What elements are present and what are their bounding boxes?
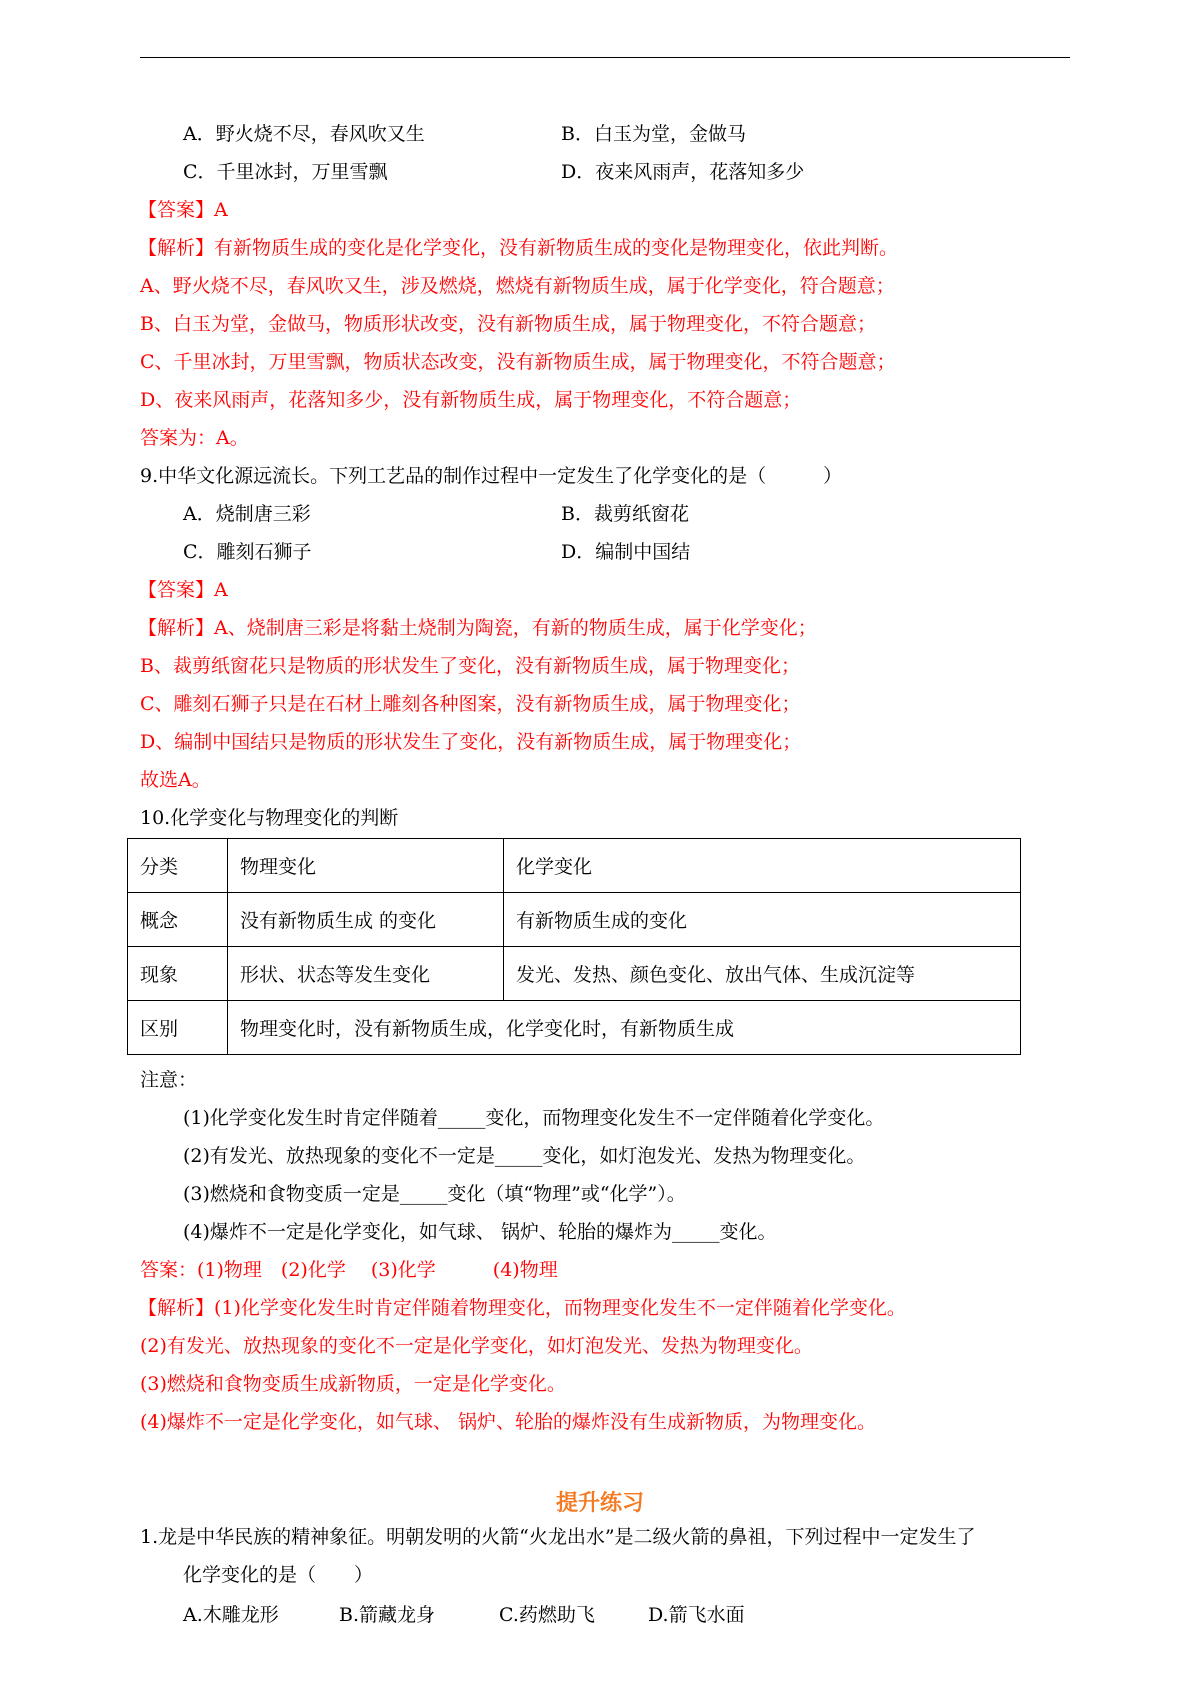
- q8-answer: 【答案】A: [138, 199, 228, 221]
- q10-answer: 答案：(1)物理 (2)化学 (3)化学 (4)物理: [140, 1259, 558, 1281]
- p1-option-d: D.箭飞水面: [648, 1604, 745, 1626]
- q9-option-d: D．编制中国结: [561, 541, 691, 563]
- q8-analysis-line: 【解析】有新物质生成的变化是化学变化，没有新物质生成的变化是物理变化，依此判断。: [138, 237, 899, 259]
- q8-analysis-line: A、野火烧不尽，春风吹又生，涉及燃烧，燃烧有新物质生成，属于化学变化，符合题意；: [140, 275, 895, 297]
- table-row: [128, 1001, 1021, 1055]
- p1-option-c: C.药燃助飞: [499, 1604, 595, 1626]
- q10-title: 10.化学变化与物理变化的判断: [140, 807, 399, 829]
- q10-analysis-line: 【解析】(1)化学变化发生时肯定伴随着物理变化，而物理变化发生不一定伴随着化学变化。: [138, 1297, 906, 1319]
- q8-analysis-line: 答案为：A。: [140, 427, 249, 449]
- table-cell: 区别: [128, 1001, 228, 1055]
- q9-option-c: C．雕刻石狮子: [183, 541, 312, 563]
- q10-analysis-line: (3)燃烧和食物变质生成新物质，一定是化学变化。: [140, 1373, 566, 1395]
- p1-stem-line1: 1.龙是中华民族的精神象征。明朝发明的火箭“火龙出水”是二级火箭的鼻祖，下列过程中一定发生了: [140, 1526, 976, 1548]
- q8-option-d: D．夜来风雨声，花落知多少: [561, 161, 805, 183]
- q9-analysis-line: B、裁剪纸窗花只是物质的形状发生了变化，没有新物质生成，属于物理变化；: [140, 655, 800, 677]
- q8-analysis-line: D、夜来风雨声，花落知多少，没有新物质生成，属于物理变化，不符合题意；: [140, 389, 802, 411]
- q8-option-b: B．白玉为堂，金做马: [561, 123, 746, 145]
- p1-option-b: B.箭藏龙身: [339, 1604, 436, 1626]
- section-heading: 提升练习: [555, 1490, 644, 1516]
- note-item: (1)化学变化发生时肯定伴随着_____变化，而物理变化发生不一定伴随着化学变化。: [183, 1107, 885, 1129]
- header-rule: [140, 57, 1070, 58]
- q9-analysis-line: 【解析】A、烧制唐三彩是将黏土烧制为陶瓷，有新的物质生成，属于化学变化；: [138, 617, 817, 639]
- q8-analysis-line: C、千里冰封，万里雪飘，物质状态改变，没有新物质生成，属于物理变化，不符合题意；: [140, 351, 896, 373]
- note-item: (4)爆炸不一定是化学变化，如气球、 锅炉、轮胎的爆炸为_____变化。: [183, 1221, 777, 1243]
- q9-analysis-line: C、雕刻石狮子只是在石材上雕刻各种图案，没有新物质生成，属于物理变化；: [140, 693, 801, 715]
- table-row: [128, 839, 1021, 893]
- q10-analysis-line: (4)爆炸不一定是化学变化，如气球、 锅炉、轮胎的爆炸没有生成新物质，为物理变化。: [140, 1411, 876, 1433]
- table-cell: 发光、发热、颜色变化、放出气体、生成沉淀等: [504, 947, 1021, 1001]
- q9-analysis-line: D、编制中国结只是物质的形状发生了变化，没有新物质生成，属于物理变化；: [140, 731, 802, 753]
- p1-stem-line2: 化学变化的是（ ）: [183, 1564, 374, 1586]
- table-cell: 物理变化: [228, 839, 504, 893]
- table-cell: 分类: [128, 839, 228, 893]
- table-cell: 有新物质生成的变化: [504, 893, 1021, 947]
- q9-analysis-line: 故选A。: [140, 769, 211, 791]
- note-item: (2)有发光、放热现象的变化不一定是_____变化，如灯泡发光、发热为物理变化。: [183, 1145, 866, 1167]
- q8-option-c: C．千里冰封，万里雪飘: [183, 161, 388, 183]
- q8-option-a: A．野火烧不尽，春风吹又生: [183, 123, 425, 145]
- table-cell: 概念: [128, 893, 228, 947]
- table-cell: 现象: [128, 947, 228, 1001]
- table-row: [128, 947, 1021, 1001]
- table-cell: 形状、状态等发生变化: [228, 947, 504, 1001]
- q9-option-b: B．裁剪纸窗花: [561, 503, 689, 525]
- q9-answer: 【答案】A: [138, 579, 228, 601]
- q8-analysis-line: B、白玉为堂，金做马，物质形状改变，没有新物质生成，属于物理变化，不符合题意；: [140, 313, 876, 335]
- q9-option-a: A．烧制唐三彩: [183, 503, 311, 525]
- table-cell: 没有新物质生成 的变化: [228, 893, 504, 947]
- q9-stem: 9.中华文化源远流长。下列工艺品的制作过程中一定发生了化学变化的是（ ）: [140, 465, 843, 487]
- q10-analysis-line: (2)有发光、放热现象的变化不一定是化学变化，如灯泡发光、发热为物理变化。: [140, 1335, 813, 1357]
- table-cell: 物理变化时，没有新物质生成，化学变化时，有新物质生成: [228, 1001, 1021, 1055]
- note-label: 注意：: [140, 1069, 198, 1091]
- note-item: (3)燃烧和食物变质一定是_____变化（填“物理”或“化学”）。: [183, 1183, 686, 1205]
- p1-option-a: A.木雕龙形: [183, 1604, 279, 1626]
- table-row: [128, 893, 1021, 947]
- comparison-table: [127, 838, 1021, 1055]
- table-cell: 化学变化: [504, 839, 1021, 893]
